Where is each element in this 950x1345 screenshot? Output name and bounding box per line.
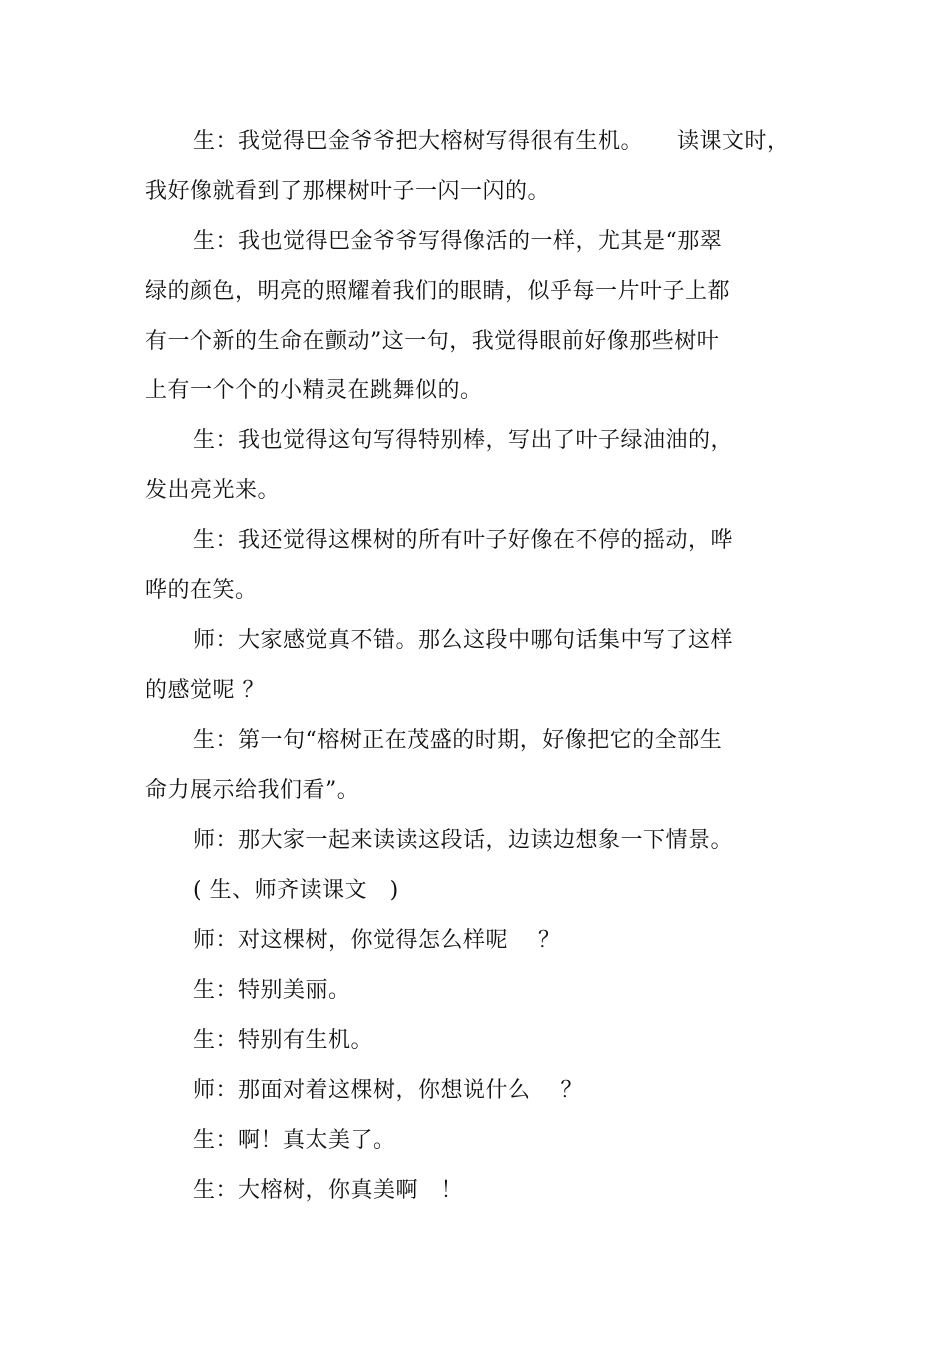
text-line: 生：特别有生机。 (193, 1028, 374, 1053)
text-line: 生：我也觉得巴金爷爷写得像活的一样，尤其是“那翠 (193, 229, 723, 254)
text-line: 有一个新的生命在颤动”这一句，我觉得眼前好像那些树叶 (145, 329, 720, 354)
text-line: 命力展示给我们看”。 (145, 778, 360, 803)
text-line: 师：对这棵树，你觉得怎么样呢 ？ (193, 928, 561, 953)
text-line: 师：那面对着这棵树，你想说什么 ？ (193, 1078, 583, 1103)
text-line: 发出亮光来。 (145, 478, 281, 503)
text-line: 哗的在笑。 (145, 578, 258, 603)
text-line: 师：大家感觉真不错。那么这段中哪句话集中写了这样 (193, 628, 734, 653)
text-line: 师：那大家一起来读读这段话，边读边想象一下情景。 (193, 828, 734, 853)
text-line: 生：我还觉得这棵树的所有叶子好像在不停的摇动，哗 (193, 528, 734, 553)
text-line: ( 生、师齐读课文 ) (193, 878, 399, 903)
text-line: 生：啊！真太美了。 (193, 1128, 396, 1153)
text-line: 我好像就看到了那棵树叶子一闪一闪的。 (145, 179, 551, 204)
text-line: 生：我觉得巴金爷爷把大榕树写得很有生机。 读课文时， (193, 129, 790, 154)
text-line: 的感觉呢 ？ (145, 678, 265, 703)
text-line: 生：我也觉得这句写得特别棒，写出了叶子绿油油的， (193, 428, 734, 453)
text-line: 生：特别美丽。 (193, 978, 351, 1003)
text-line: 上有一个个的小精灵在跳舞似的。 (145, 378, 483, 403)
text-line: 绿的颜色，明亮的照耀着我们的眼睛，似乎每一片叶子上都 (145, 279, 731, 304)
text-line: 生：第一句“榕树正在茂盛的时期，好像把它的全部生 (193, 728, 723, 753)
text-line: 生：大榕树，你真美啊 ！ (193, 1178, 464, 1203)
